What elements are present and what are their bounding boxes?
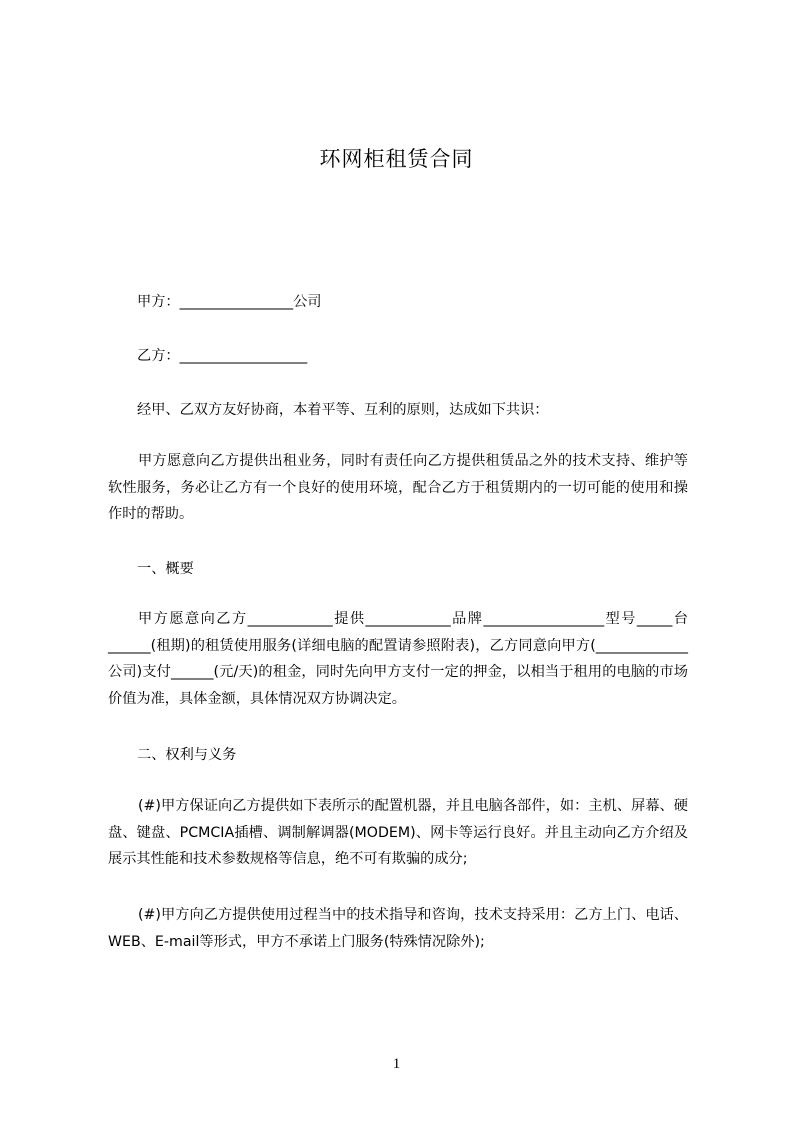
intro-paragraph: 经甲、乙双方友好协商，本着平等、互利的原则，达成如下共识： <box>137 402 549 418</box>
page-number: 1 <box>392 1056 401 1072</box>
party-a-line: 甲方：________________公司 <box>137 294 322 310</box>
service-paragraph: 甲方愿意向乙方提供出租业务，同时有责任向乙方提供租赁品之外的技术支持、维护等软性服务，务必让乙方有一个良好的使用环境，配合乙方于租赁期内的一切可能的使用和操作时的帮助。 <box>108 453 688 522</box>
party-b-line: 乙方：__________________ <box>137 348 308 364</box>
section-heading-overview: 一、概要 <box>137 561 194 577</box>
rights-paragraph-2: (#)甲方向乙方提供使用过程当中的技术指导和咨询，技术支持采用：乙方上门、电话、WEB、E-mail等形式，甲方不承诺上门服务(特殊情况除外); <box>108 907 688 950</box>
document-title: 环网柜租赁合同 <box>319 147 474 171</box>
overview-paragraph: 甲方愿意向乙方____________提供____________品牌_________________型号_____台______(租期)的租赁使用服务(详细电脑的配置请参照附表)，乙方同意向甲方(_____________公司)支付______(元/天)的租金，同时先向甲方支付一定的押金，以相当于租用的电脑的市场价值为准，具体金额，具体情况双方协调决定。 <box>108 611 688 707</box>
section-heading-rights: 二、权利与义务 <box>137 747 237 763</box>
rights-paragraph-1: (#)甲方保证向乙方提供如下表所示的配置机器，并且电脑各部件，如：主机、屏幕、硬盘、键盘、PCMCIA插槽、调制解调器(MODEM)、网卡等运行良好。并且主动向乙方介绍及展示其性能和技术参数规格等信息，绝不可有欺骗的成分; <box>108 798 688 867</box>
